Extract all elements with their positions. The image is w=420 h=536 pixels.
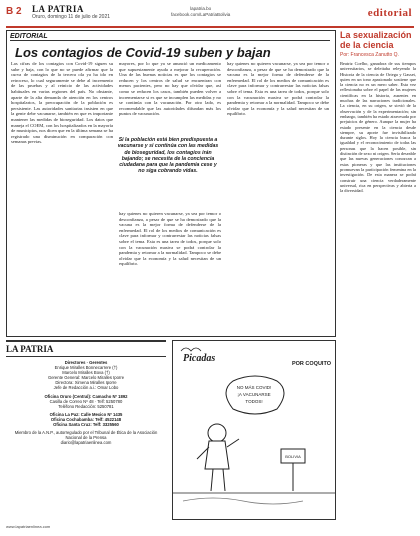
svg-text:Picadas: Picadas (183, 353, 216, 364)
cartoon-illustration (173, 341, 335, 519)
svg-text:BOLIVIA: BOLIVIA (285, 454, 301, 459)
science-article-body: Beatriz Coelho, ganadora de sus tiempos universitarios, se deleitaba releyendo la Historia de la ciencia de Ortega y Gasset, quien en un tono apasionado sostiene que la ciencia no es un mero saber. Esta vez reflexionaba sobre el papel de las mujeres científicas en la historia, ausentes en muchas de las narraciones tradicionales. La ciencia, en su origen, se sirvió de la observación y de la experimentación; sin embargo, también ha estado atravesada por prejuicios de género. Aunque la mujer ha estado presente en la ciencia desde siempre, su aporte fue invisibilizado durante siglos. Hoy la ciencia busca la igualdad y el reconocimiento de todas las personas que la hacen posible, sin distinción de sexo ni origen. Sería deseable que las nuevas generaciones conozcan a estas pioneras y que las instituciones promuevan la participación femenina en la investigación. De esta manera se podrá construir una ciencia verdaderamente universal, rica en perspectivas y abierta a la diversidad. (340, 61, 416, 194)
masthead-line: Oficina Oruro (Central): Camacho Nº 1892 (44, 393, 128, 399)
masthead-line: Directores · Gerentes (64, 360, 108, 365)
editorial-column-3: hay quienes no quieren vacunarse, ya sea por temor o desconfianza, a pesar de que se ha demostrado que la vacuna es la mejor forma de defenderse de la enfermedad. El rol de los medios de comunicación es clave para informar y contrarrestar las noticias falsas sobre el tema. Esta es una tarea de todos, porque solo con la vacunación masiva se podrá controlar la pandemia y retornar a la normalidad. Tampoco se debe olvidar que la economía y la salud necesitan de un equilibrio. (227, 61, 329, 117)
masthead-title: LA PATRIA (6, 342, 166, 357)
editorial-title: Los contagios de Covid-19 suben y bajan (15, 45, 271, 60)
masthead-line: Directora: Ximena Miralles Iporre (55, 380, 117, 386)
site-info (171, 6, 230, 18)
editorial-column-2b: hay quienes no quieren vacunarse, ya sea por temor o desconfianza, a pesar de que se ha demostrado que la vacuna es la mejor forma de defenderse de la enfermedad. El rol de los medios de comunicación es clave para informar y contrarrestar las noticias falsas sobre el tema. Esta es una tarea de todos, porque solo con la vacunación masiva se podrá controlar la pandemia y retornar a la normalidad. Tampoco se debe olvidar que la economía y la salud necesitan de un equilibrio. (119, 211, 221, 267)
editorial-box (6, 30, 336, 337)
section-title: editorial (367, 7, 412, 19)
dateline: Oruro, domingo 11 de julio de 2021 (32, 14, 111, 20)
cartoon-panel (172, 340, 336, 520)
masthead-line: Casilla de Correo Nº 48 · Telf: 5250780 (49, 398, 123, 404)
pull-quote: Si la población está bien predispuesta a vacunarse y si continúa con las medidas de bioseguridad, los contagios irán bajando; se necesita de la conciencia ciudadana para que la pandemia cese y no siga cobrando vidas. (117, 137, 219, 175)
masthead-line: Miembro de la A.N.P., autorregulado por el Tribunal de Ética de la Asociación Nacional de la Prensa (14, 430, 158, 441)
science-article-author: Por: Francesca Zanutto Q. (340, 52, 399, 58)
masthead-line: Enrique Miralles Bonnecarrere (†) (54, 365, 118, 371)
masthead-line: Oficina Santa Cruz: Telf: 3325560 (53, 422, 119, 428)
cartoon-author: POR COQUITO (291, 361, 331, 367)
brand-name: LA PATRIA (32, 4, 84, 14)
svg-text:TODOS!: TODOS! (245, 399, 263, 404)
masthead-line: Oficina La Paz: Calle Mexico Nº 1435 (49, 411, 123, 417)
masthead-line: Oficina Cochabamba: Telf: 4522148 (50, 416, 122, 422)
editorial-label: EDITORIAL (10, 33, 330, 41)
page-number: B 2 (6, 6, 22, 17)
svg-text:NO MÁS COVID!: NO MÁS COVID! (236, 385, 272, 390)
masthead-line: Teléfono Redacción: 5250781 (58, 403, 114, 409)
editorial-column-1: Las cifras de los contagios con Covid-19 siguen su sube y baja, con lo que no se puede afirmar que la curva de contagios de la tercera ola ya ha ido en retroceso, lo cual seguramente se debe al incremento de las pruebas y al reinicio de las actividades habituales en varias regiones del país. No obstante, aparte de la alta demanda de atención en los centros hospitalarios, la preocupación de la población es persistente. Las autoridades sanitarias insisten en que la gente debe vacunarse, también en que es importante mantener las medidas de bioseguridad. Los datos que maneja el COEM, con los hospitalizados en la mayoría de municipios, nos dicen que en la última semana se ha registrado una disminución en comparación con semanas previas. (11, 61, 113, 145)
svg-text:¡A VACUNARSE: ¡A VACUNARSE (237, 392, 271, 397)
masthead-line: Gerente General: Marcelo Miralles Iporre (47, 375, 125, 381)
facebook-url[interactable]: facebook.com/LaPatriaBolivia (171, 12, 231, 17)
masthead-line: Marcelo Miralles Bova (†) (62, 370, 110, 376)
science-article-title: La sexualización de la ciencia (340, 30, 412, 50)
site-url[interactable]: lapatria.bo (190, 6, 212, 11)
masthead-body (6, 357, 166, 445)
page-footer[interactable]: www.lapatriaenlinea.com (6, 524, 51, 529)
page-header (6, 4, 414, 28)
masthead-line: Jefe de Redacción a.i.: Omar Lobo (53, 385, 119, 391)
masthead-email[interactable]: diario@lapatriaenlinea.com (60, 440, 112, 446)
editorial-column-2: mayores, por lo que ya se anunció un medicamento que supuestamente ayuda a mejorar la recuperación. Una de las buenas noticias es que los contagios se reducen y los centros de salud se encuentran con menos pacientes, pero no hay que olvidar que, así como se reducen los casos, también pueden volver a incrementarse si es que se incumplen las medidas y no se continúa con la vacunación. Por otro lado, es recomendable que las autoridades difundan más los puntos de vacunación. (119, 61, 221, 117)
masthead (6, 340, 166, 536)
